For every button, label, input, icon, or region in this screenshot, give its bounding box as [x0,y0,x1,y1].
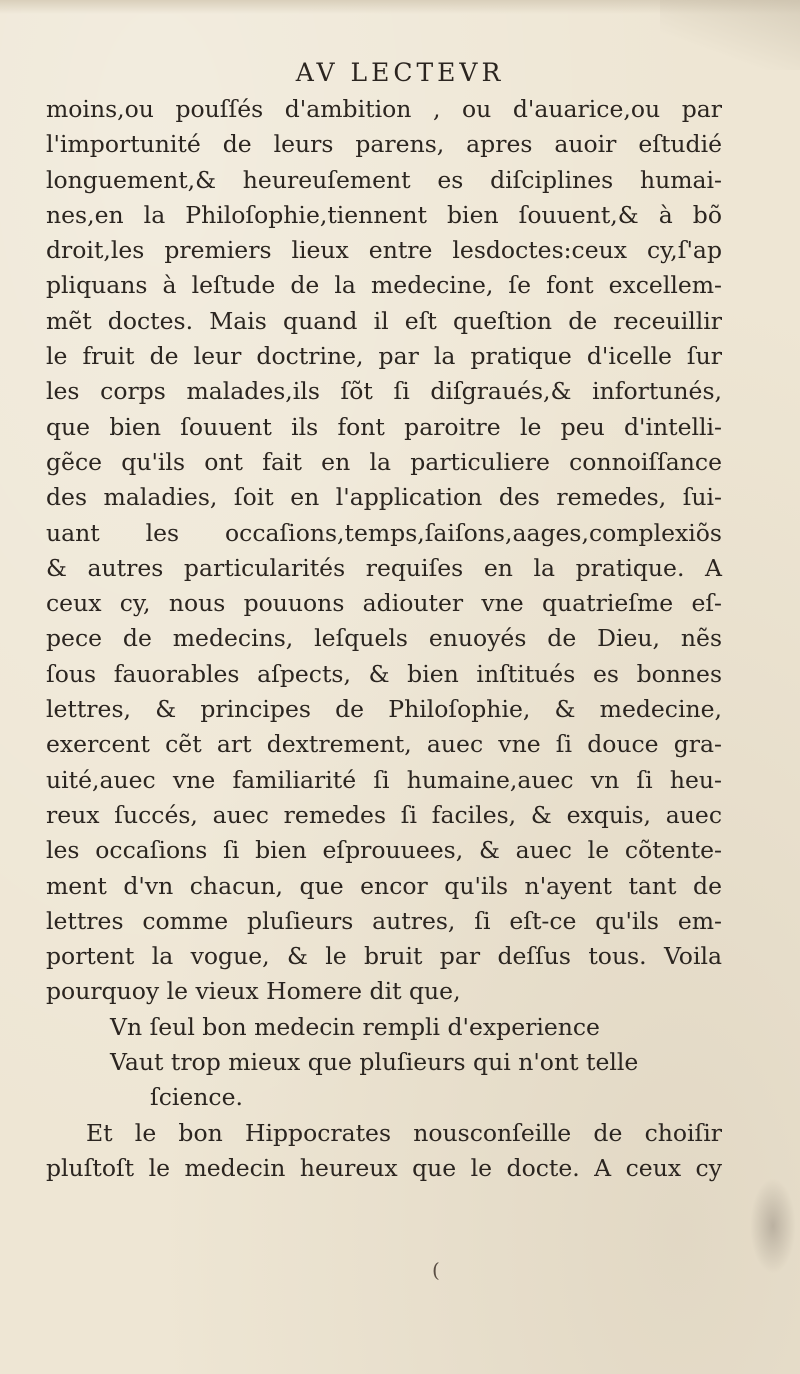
text-line: moins,ou pouſſés d'ambition , ou d'auarice,ou par [46,95,722,123]
signature-mark: ( [432,1258,440,1282]
running-header: AV LECTEVR [295,58,505,87]
text-line: reux ſuccés, auec remedes ſi faciles, & exquis, auec [46,800,722,829]
text-line: le fruit de leur doctrine, par la pratique d'icelle ſur [46,342,722,371]
text-line: uant les occaſions,temps,ſaiſons,aages,complexiõs [46,518,722,547]
text-line: & autres particularités requiſes en la pratique. A [46,553,722,582]
text-line: lettres, & principes de Philoſophie, & medecine, [46,695,722,724]
text-line: pece de medecins, leſquels enuoyés de Dieu, nẽs [46,624,722,653]
text-line: exercent cẽt art dextrement, auec vne ſi douce gra- [46,730,722,759]
verse-line: Vn ſeul bon medecin rempli d'experience [110,1012,600,1041]
text-line: ment d'vn chacun, que encor qu'ils n'ayent tant de [46,871,722,900]
text-line: pliquans à leſtude de la medecine, ſe font excellem- [46,271,722,300]
text-line: gẽce qu'ils ont fait en la particuliere connoiſſance [46,447,722,476]
text-line: longuement,& heureuſement es diſciplines humai- [46,165,722,194]
text-line: des maladies, ſoit en l'application des remedes, ſui- [46,483,722,512]
verse-line: Vaut trop mieux que pluſieurs qui n'ont telle [110,1048,639,1077]
text-line: que bien ſouuent ils font paroitre le peu d'intelli- [46,412,722,441]
text-line: les corps malades,ils ſõt ſi diſgraués,& infortunés, [46,377,722,406]
text-line: droit,les premiers lieux entre lesdoctes:ceux cy,ſ'ap [46,236,722,265]
verse-line: ſcience. [150,1083,243,1112]
closing-line: pluſtoſt le medecin heureux que le docte. A ceux cy [46,1153,722,1182]
body-text [46,92,722,1186]
text-line: mẽt doctes. Mais quand il eſt queſtion de receuillir [46,306,722,335]
text-line: lettres comme pluſieurs autres, ſi eſt-ce qu'ils em- [46,906,722,935]
text-line: les occaſions ſi bien eſprouuees, & auec le cõtente- [46,836,722,865]
closing-line: Et le bon Hippocrates nousconſeille de choiſir [86,1118,722,1147]
text-line: portent la vogue, & le bruit par deſſus tous. Voila [46,942,722,971]
text-line: l'importunité de leurs parens, apres auoir eſtudié [46,130,722,159]
text-line: nes,en la Philoſophie,tiennent bien ſouuent,& à bõ [46,200,722,229]
margin-stain [750,1178,796,1274]
text-line: ſous fauorables aſpects, & bien inſtitués es bonnes [46,659,722,688]
text-line: ceux cy, nous pouuons adiouter vne quatrieſme eſ- [46,589,722,618]
text-line: uité,auec vne familiarité ſi humaine,auec vn ſi heu- [46,765,722,794]
text-line: pourquoy le vieux Homere dit que, [46,977,461,1006]
